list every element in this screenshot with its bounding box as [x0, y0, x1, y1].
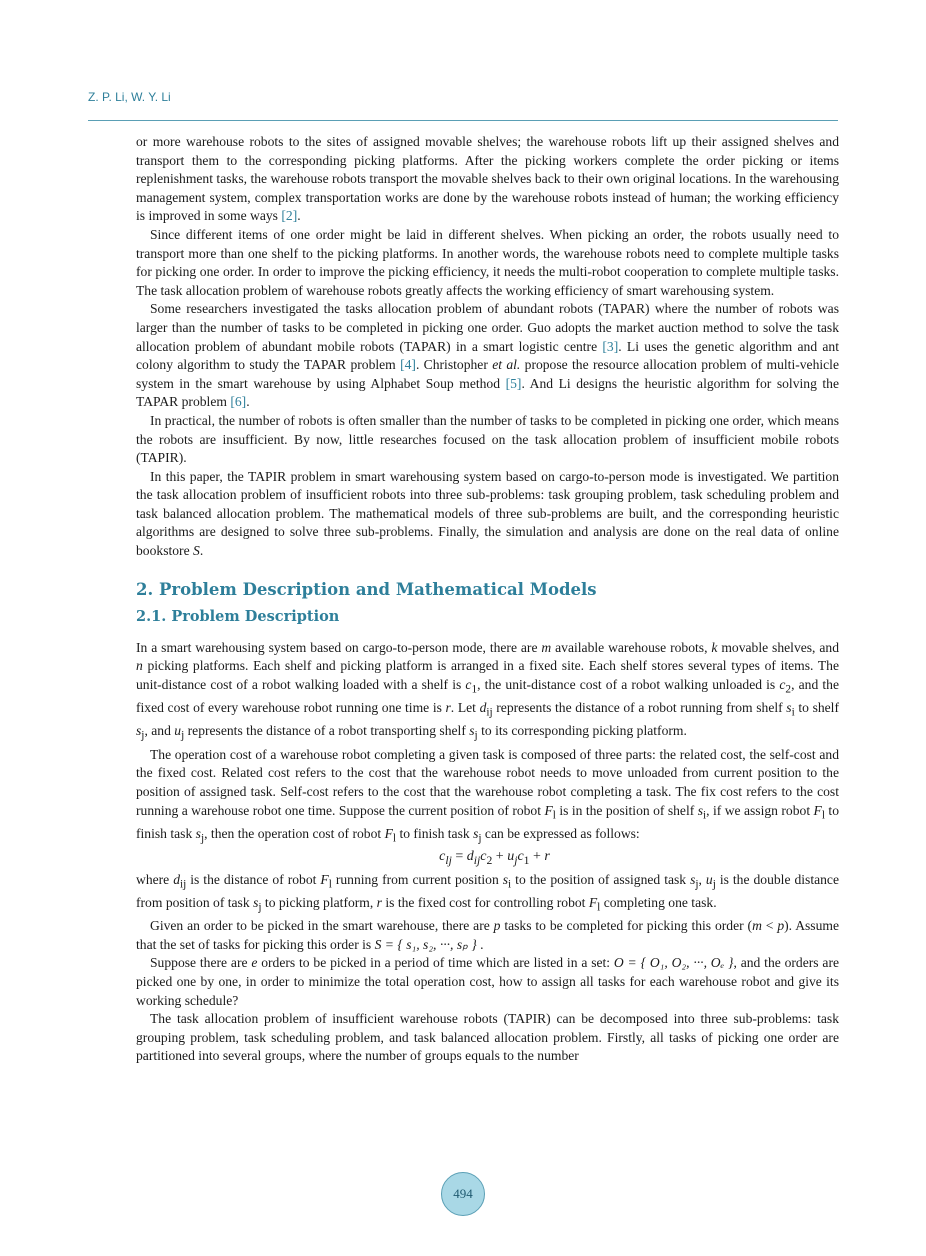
math: c: [439, 849, 446, 865]
math: d: [479, 700, 487, 716]
subscript: j: [474, 730, 478, 743]
math: F: [320, 871, 329, 887]
math: c: [480, 849, 487, 865]
order-set-formula: O = { O₁, O₂, ···, Oₑ }: [613, 955, 734, 971]
paragraph-6: [136, 639, 839, 746]
page-number: 494: [453, 1186, 473, 1201]
subscript: i: [703, 809, 707, 822]
text: In this paper, the TAPIR problem in smart warehousing system based on cargo-to-person mode is investigated. We partition the task allocation problem of insufficient robots into three sub-problems: task grouping problem, task scheduling problem and task balanced allocation problem. The mathematical models of three sub-problems are built, and the corresponding heuristic algorithms are designed to solve three sub-problems. Finally, the simulation and analysis are done on the real data of online bookstore: [136, 468, 839, 559]
subscript: j: [514, 853, 518, 867]
text: orders to be picked in a period of time which are listed in a set:: [257, 955, 614, 971]
text: propose the resource allocation problem of multi-vehicle system in the smart warehouse by using Alphabet Soup method: [136, 357, 839, 391]
text: ). Assume that the set of tasks for picking this order is: [136, 918, 839, 952]
text: represents the distance of a robot running from shelf: [492, 700, 787, 716]
subscript: 2: [785, 683, 792, 696]
subscript: l: [821, 809, 825, 822]
subscript: j: [200, 832, 205, 845]
task-set-formula: S = { s₁, s₂, ···, sₚ }: [374, 936, 477, 952]
text: Some researchers investigated the tasks allocation problem of abundant robots (TAPAR) where the number of robots was larger than the number of tasks to be completed in picking one order. Guo adopts the market auction method to solve the task allocation problem of abundant mobile robots (TAPAR) in a smart logistic centre: [136, 301, 839, 354]
text: can be expressed as follows:: [481, 825, 640, 841]
math: u: [174, 723, 182, 739]
cost-equation: [136, 848, 839, 870]
text: available warehouse robots,: [551, 639, 712, 655]
text: completing one task.: [600, 894, 717, 910]
math: u: [705, 871, 713, 887]
text: , and the orders are picked one by one, in order to minimize the total operation cost, how to assign all tasks for each warehouse robot and give its working schedule?: [136, 955, 840, 1008]
text: In a smart warehousing system based on cargo-to-person mode, there are: [136, 639, 542, 655]
subscript: 1: [471, 683, 478, 696]
text: Suppose there are: [150, 955, 252, 971]
text: to finish task: [136, 802, 839, 841]
text: is the fixed cost for controlling robot: [381, 894, 589, 910]
text: . Li uses the genetic algorithm and ant colony algorithm to study the TAPAR problem: [136, 338, 839, 373]
subscript: i: [508, 878, 512, 891]
math: s: [697, 802, 703, 818]
text: . And Li designs the heuristic algorithm for solving the TAPAR problem: [136, 375, 840, 410]
subscript: l: [597, 901, 601, 914]
subscript: j: [695, 878, 699, 891]
citation-link[interactable]: [3]: [602, 338, 619, 354]
citation-link[interactable]: [5]: [505, 375, 522, 391]
text: to its corresponding picking platform.: [477, 723, 687, 739]
subscript: j: [181, 730, 185, 743]
math: s: [473, 825, 479, 841]
math: k: [711, 639, 718, 655]
subscript: j: [258, 901, 262, 914]
text: ,: [698, 871, 706, 887]
math: s: [469, 723, 475, 739]
math: F: [813, 802, 822, 818]
text: . Let: [450, 700, 480, 716]
math: F: [384, 825, 393, 841]
subscript: lj: [445, 853, 452, 867]
header-rule: [88, 120, 838, 121]
citation-link[interactable]: [2]: [281, 208, 298, 224]
subscript: ij: [473, 853, 481, 867]
text: to picking platform,: [261, 894, 377, 910]
math: p: [777, 918, 785, 934]
math: r: [376, 894, 382, 910]
paragraph-3: [136, 300, 839, 412]
subscript: j: [712, 878, 716, 891]
paragraph-2: Since different items of one order might be laid in different shelves. When picking an order, the robots usually need to transport more than one shelf to the picking platforms. In another words, the warehouse robots need to complete multiple tasks for picking one order. In order to improve the picking efficiency, it needs the multi-robot cooperation to complete multiple tasks. The task allocation problem of warehouse robots greatly affects the working efficiency of smart warehousing system.: [136, 226, 839, 298]
text: . Christopher: [415, 357, 493, 373]
text: .: [297, 208, 301, 224]
subscript: ij: [179, 878, 187, 891]
et-al: et al.: [492, 357, 521, 373]
math: s: [690, 871, 696, 887]
text: , and: [144, 723, 175, 739]
subscript: ij: [486, 706, 493, 719]
citation-link[interactable]: [4]: [400, 357, 416, 373]
math: n: [136, 658, 143, 674]
paragraph-10: [136, 954, 839, 1010]
subscript: j: [141, 730, 145, 743]
text: .: [199, 543, 204, 559]
text: movable shelves, and: [717, 639, 839, 655]
equals-sign: =: [451, 849, 467, 865]
paragraph-11: The task allocation problem of insufficient warehouse robots (TAPIR) can be decomposed into three sub-problems: task grouping problem, task scheduling problem, and task balanced allocation problem. Firstly, all tasks of picking one order are partitioned into several groups, where the number of groups equals to the number: [136, 1011, 839, 1064]
math: S: [193, 543, 200, 559]
math: s: [195, 825, 201, 841]
math: s: [786, 700, 792, 716]
text: <: [761, 918, 778, 934]
paragraph-7: [136, 746, 839, 848]
text: picking platforms. Each shelf and picking platform is arranged in a fixed site. Each shelf stores several types of items. The unit-distance cost of a robot walking loaded with a shelf is: [136, 658, 839, 692]
plus-sign: +: [529, 849, 545, 865]
citation-link[interactable]: [6]: [230, 394, 247, 410]
text: to finish task: [396, 825, 474, 841]
math: s: [502, 871, 509, 887]
math: p: [493, 918, 501, 934]
math: c: [517, 849, 524, 865]
subscript: l: [552, 809, 556, 822]
math: F: [544, 802, 553, 818]
math: m: [541, 639, 552, 655]
math: d: [173, 871, 180, 887]
paragraph-1: [136, 133, 839, 226]
subscript: l: [392, 832, 397, 845]
text: , and the fixed cost of every warehouse robot running one time is: [136, 676, 840, 716]
math: m: [752, 918, 762, 934]
text: to shelf: [794, 700, 839, 716]
math: c: [779, 676, 786, 692]
paragraph-5: [136, 468, 839, 561]
text: , the unit-distance cost of a robot walking unloaded is: [477, 676, 780, 692]
math: r: [544, 849, 550, 865]
math: s: [136, 723, 142, 739]
text: represents the distance of a robot transporting shelf: [184, 723, 470, 739]
subscript: i: [791, 706, 795, 719]
running-head-authors: Z. P. Li, W. Y. Li: [88, 90, 171, 104]
text: or more warehouse robots to the sites of assigned movable shelves; the warehouse robots lift up their assigned shelves and transport them to the corresponding picking platforms. After the picking workers complete the order picking or items replenishment tasks, the warehouse robots transport the movable shelves back to their own original locations. In the warehousing management system, complex transportation works are done by the warehouse robots instead of human; the working efficiency is improved in some ways: [136, 134, 839, 224]
text: .: [246, 394, 250, 410]
page-number-badge: [441, 1172, 485, 1216]
text: , then the operation cost of robot: [204, 825, 385, 841]
subscript: 1: [523, 853, 530, 867]
subscript: 2: [486, 853, 493, 867]
math: F: [588, 894, 598, 910]
text: is in the position of shelf: [555, 802, 698, 818]
math: c: [465, 676, 472, 692]
text: Given an order to be picked in the smart warehouse, there are: [150, 918, 494, 934]
plus-sign: +: [492, 849, 508, 865]
text: where: [136, 871, 174, 887]
paragraph-4: In practical, the number of robots is often smaller than the number of tasks to be completed in picking one order, which means the robots are insufficient. By now, little researches focused on the task allocation problem of insufficient mobile robots (TAPIR).: [136, 412, 839, 466]
math: r: [445, 700, 451, 716]
subscript: j: [478, 832, 482, 845]
text: running from current position: [331, 871, 503, 887]
section-heading: 2. Problem Description and Mathematical Models: [136, 579, 597, 599]
text: , if we assign robot: [706, 802, 814, 818]
math: s: [253, 894, 259, 910]
text: is the double distance from position of task: [136, 871, 839, 910]
text: is the distance of robot: [186, 871, 321, 887]
subscript: l: [328, 878, 332, 891]
text: .: [476, 936, 484, 952]
math: u: [507, 849, 515, 865]
text: tasks to be completed for picking this order (: [500, 918, 753, 934]
math: d: [466, 849, 474, 865]
paragraph-8: [136, 871, 839, 918]
text: The operation cost of a warehouse robot completing a given task is composed of three parts: the related cost, the self-cost and the fixed cost. Related cost refers to the cost that the warehouse robot needs to move unloaded from current position to the position of assigned task. Self-cost refers to the cost that the warehouse robot completing a task. The fix cost refers to the cost running a warehouse robot one time. Suppose the current position of robot: [136, 746, 839, 818]
article-body: [136, 133, 839, 1066]
subsection-heading: 2.1. Problem Description: [136, 607, 340, 625]
math: e: [251, 955, 258, 971]
text: to the position of assigned task: [511, 871, 691, 887]
paragraph-9: [136, 917, 839, 954]
